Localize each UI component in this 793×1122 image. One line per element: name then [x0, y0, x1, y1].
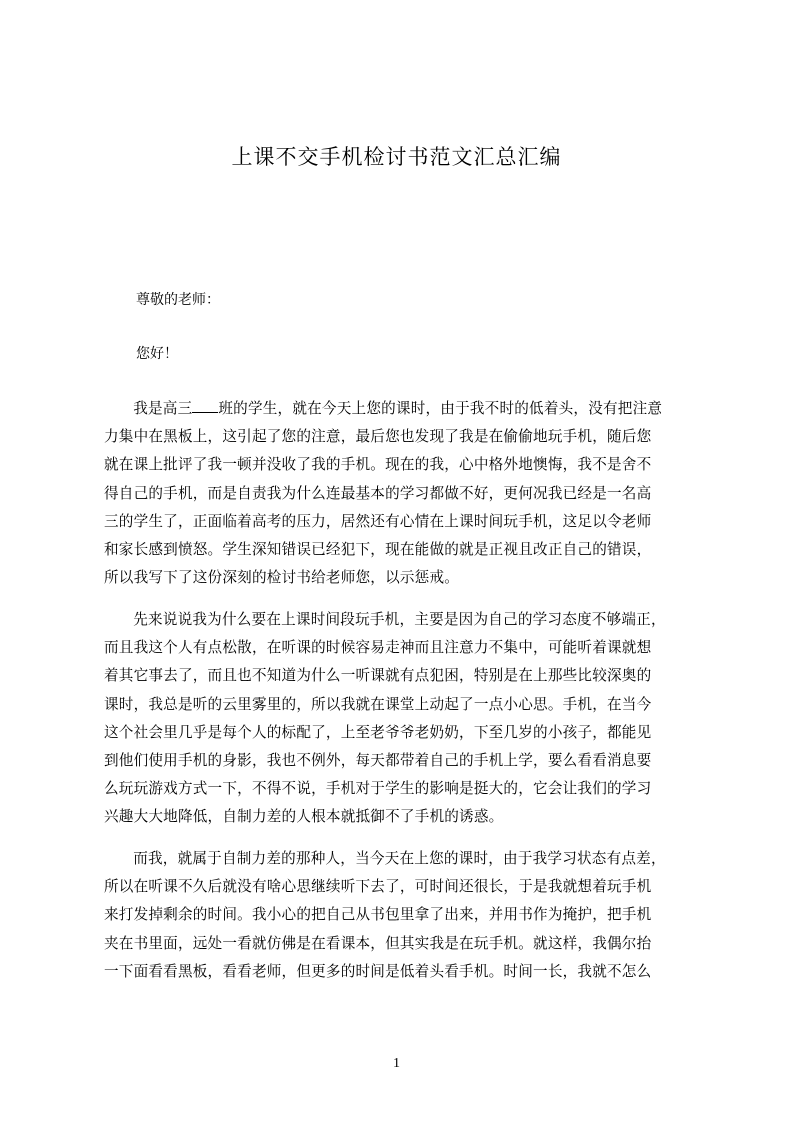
paragraph-line: 么玩玩游戏方式一下，不得不说，手机对于学生的影响是挺大的，它会让我们的学习: [104, 780, 652, 798]
paragraph-line: 先来说说我为什么要在上课时间段玩手机，主要是因为自己的学习态度不够端正，: [133, 611, 666, 628]
paragraph-line: 所以我写下了这份深刻的检讨书给老师您，以示惩戒。: [104, 569, 460, 587]
paragraph-1-text: 我是高三: [133, 400, 193, 417]
paragraph-line: 就在课上批评了我一顿并没收了我的手机。现在的我，心中格外地懊悔，我不是舍不: [104, 456, 652, 474]
paragraph-3: [104, 845, 701, 986]
paragraph-line: 而我，就属于自制力差的那种人，当今天在上您的课时，由于我学习状态有点差，: [133, 850, 666, 867]
paragraph-1-text: 班的学生，就在今天上您的课时，由于我不时的低着头，没有把注意: [218, 400, 663, 417]
page-number: 1: [393, 1056, 400, 1071]
paragraph-line: 而且我这个人有点松散，在听课的时候容易走神而且注意力不集中，可能听着课就想: [104, 639, 652, 657]
document-title: 上课不交手机检讨书范文汇总汇编: [231, 145, 562, 169]
paragraph-line: 来打发掉剩余的时间。我小心的把自己从书包里拿了出来，并用书作为掩护，把手机: [104, 906, 652, 924]
paragraph-2: [104, 606, 701, 832]
paragraph-line: 得自己的手机，而是自责我为什么连最基本的学习都做不好，更何况我已经是一名高: [104, 484, 652, 502]
hello-line: 您好！: [136, 346, 178, 362]
paragraph-1-line-first: [104, 395, 701, 423]
paragraph-line: 这个社会里几乎是每个人的标配了，上至老爷爷老奶奶，下至几岁的小孩子，都能见: [104, 723, 652, 741]
paragraph-1: [104, 395, 701, 592]
paragraph-line: 所以在听课不久后就没有啥心思继续听下去了，可时间还很长，于是我就想着玩手机: [104, 878, 652, 896]
paragraph-line: 和家长感到愤怒。学生深知错误已经犯下，现在能做的就是正视且改正自己的错误，: [104, 541, 652, 559]
fill-in-blank: [192, 398, 218, 413]
paragraph-line: 力集中在黑板上，这引起了您的注意，最后您也发现了我是在偷偷地玩手机，随后您: [104, 428, 652, 446]
paragraph-line: 兴趣大大地降低，自制力差的人根本就抵御不了手机的诱惑。: [104, 808, 504, 826]
paragraph-line: 三的学生了，正面临着高考的压力，居然还有心情在上课时间玩手机，这足以令老师: [104, 512, 652, 530]
paragraph-line: 着其它事去了，而且也不知道为什么一听课就有点犯困，特别是在上那些比较深奥的: [104, 667, 652, 685]
paragraph-line: 课时，我总是听的云里雾里的，所以我就在课堂上动起了一点小心思。手机，在当今: [104, 695, 652, 713]
paragraph-line: 一下面看看黑板，看看老师，但更多的时间是低着头看手机。时间一长，我就不怎么: [104, 962, 652, 980]
paragraph-line: 到他们使用手机的身影，我也不例外，每天都带着自己的手机上学，要么看看消息要: [104, 752, 652, 770]
paragraph-line: 夹在书里面，远处一看就仿佛是在看课本，但其实我是在玩手机。就这样，我偶尔抬: [104, 934, 652, 952]
greeting: 尊敬的老师：: [136, 292, 220, 308]
